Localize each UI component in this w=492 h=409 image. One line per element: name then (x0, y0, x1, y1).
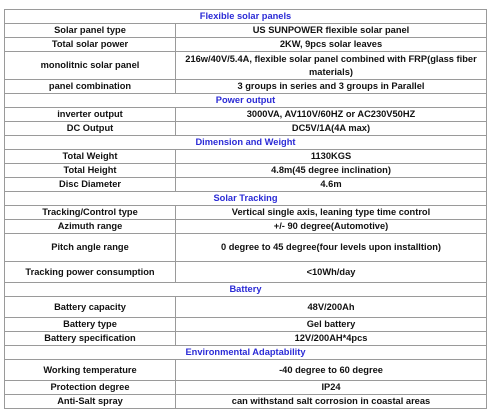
spec-table (4, 9, 487, 409)
spec-row (5, 80, 487, 94)
spec-row (5, 395, 487, 409)
spec-value: Gel battery (176, 318, 487, 332)
spec-row (5, 178, 487, 192)
section-header-row (5, 283, 487, 297)
spec-value: Vertical single axis, leaning type time control (176, 206, 487, 220)
spec-row (5, 360, 487, 381)
spec-label: DC Output (5, 122, 176, 136)
section-header-row (5, 346, 487, 360)
spec-value: 3 groups in series and 3 groups in Parallel (176, 80, 487, 94)
spec-value: -40 degree to 60 degree (176, 360, 487, 381)
spec-label: Solar panel type (5, 24, 176, 38)
spec-row (5, 52, 487, 80)
spec-value: can withstand salt corrosion in coastal areas (176, 395, 487, 409)
spec-value: 1130KGS (176, 150, 487, 164)
spec-value: 12V/200AH*4pcs (176, 332, 487, 346)
spec-label: Tracking/Control type (5, 206, 176, 220)
spec-row (5, 332, 487, 346)
spec-label: Disc Diameter (5, 178, 176, 192)
section-header-row (5, 192, 487, 206)
spec-value: 2KW, 9pcs solar leaves (176, 38, 487, 52)
spec-value: <10Wh/day (176, 262, 487, 283)
spec-row (5, 38, 487, 52)
spec-label: Battery capacity (5, 297, 176, 318)
spec-label: Battery specification (5, 332, 176, 346)
spec-row (5, 220, 487, 234)
spec-row (5, 318, 487, 332)
spec-label: Working temperature (5, 360, 176, 381)
spec-label: Total Weight (5, 150, 176, 164)
spec-value: US SUNPOWER flexible solar panel (176, 24, 487, 38)
spec-label: Anti-Salt spray (5, 395, 176, 409)
spec-label: inverter output (5, 108, 176, 122)
spec-label: Tracking power consumption (5, 262, 176, 283)
spec-value: 4.8m(45 degree inclination) (176, 164, 487, 178)
section-header-row (5, 94, 487, 108)
spec-value: DC5V/1A(4A max) (176, 122, 487, 136)
section-header-row (5, 10, 487, 24)
spec-row (5, 122, 487, 136)
spec-value: 216w/40V/5.4A, flexible solar panel combined with FRP(glass fiber materials) (176, 52, 487, 80)
spec-label: monolitnic solar panel (5, 52, 176, 80)
section-title: Dimension and Weight (5, 136, 487, 150)
section-title: Battery (5, 283, 487, 297)
spec-value: 4.6m (176, 178, 487, 192)
spec-label: Total Height (5, 164, 176, 178)
spec-value: IP24 (176, 381, 487, 395)
spec-value: +/- 90 degree(Automotive) (176, 220, 487, 234)
spec-label: Total solar power (5, 38, 176, 52)
spec-row (5, 262, 487, 283)
spec-row (5, 150, 487, 164)
spec-label: Pitch angle range (5, 234, 176, 262)
spec-value: 0 degree to 45 degree(four levels upon installtion) (176, 234, 487, 262)
spec-row (5, 108, 487, 122)
spec-label: Battery type (5, 318, 176, 332)
spec-label: Azimuth range (5, 220, 176, 234)
section-title: Flexible solar panels (5, 10, 487, 24)
section-title: Environmental Adaptability (5, 346, 487, 360)
spec-label: Protection degree (5, 381, 176, 395)
spec-row (5, 206, 487, 220)
spec-label: panel combination (5, 80, 176, 94)
spec-row (5, 381, 487, 395)
section-title: Solar Tracking (5, 192, 487, 206)
spec-row (5, 234, 487, 262)
spec-row (5, 164, 487, 178)
spec-row (5, 297, 487, 318)
section-header-row (5, 136, 487, 150)
spec-value: 3000VA, AV110V/60HZ or AC230V50HZ (176, 108, 487, 122)
spec-row (5, 24, 487, 38)
section-title: Power output (5, 94, 487, 108)
spec-value: 48V/200Ah (176, 297, 487, 318)
